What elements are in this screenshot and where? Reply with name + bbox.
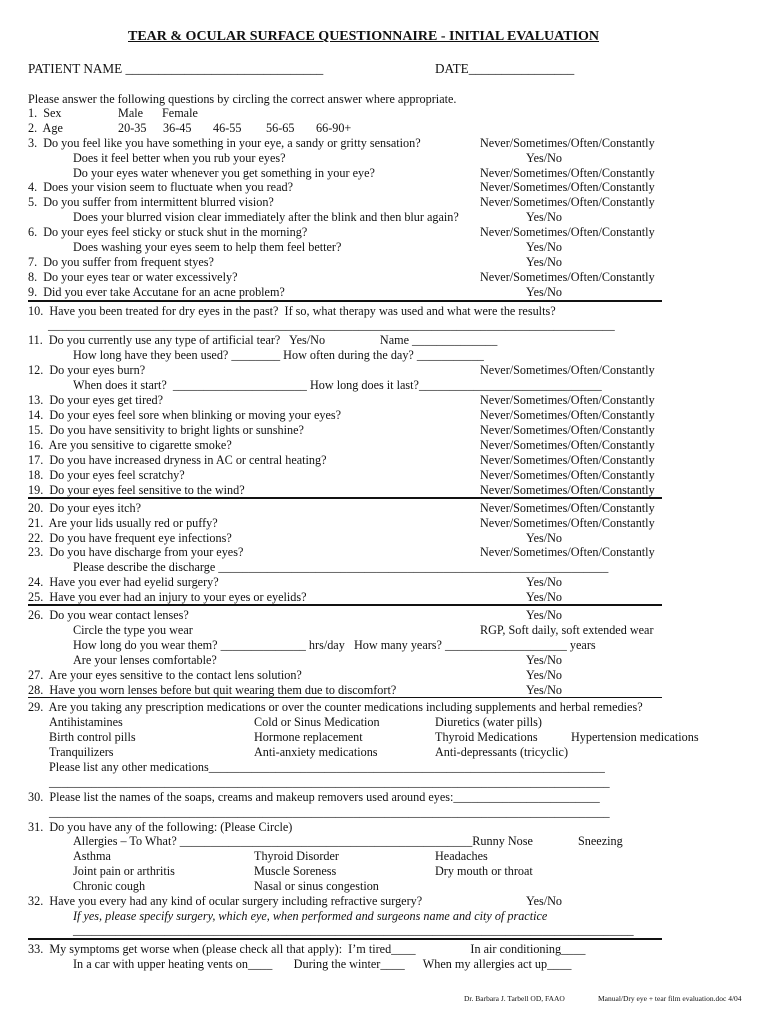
condition-option[interactable]: Nasal or sinus congestion [254, 879, 379, 893]
q18-text: 18. Do your eyes feel scratchy? [28, 468, 185, 482]
q3b-text: Do your eyes water whenever you get something in your eye? [73, 166, 375, 180]
q20-text: 20. Do your eyes itch? [28, 501, 142, 515]
q26a-answer[interactable]: RGP, Soft daily, soft extended wear [480, 623, 654, 637]
condition-option[interactable]: Asthma [73, 849, 111, 863]
other-medications-line[interactable]: ____________________________________________________________________________________________ [49, 775, 610, 789]
q24-answer[interactable]: Yes/No [526, 575, 563, 589]
medication-option[interactable]: Thyroid Medications [435, 730, 538, 744]
section-divider [28, 604, 662, 606]
q17-text: 17. Do you have increased dryness in AC or central heating? [28, 453, 327, 467]
q3-text: 3. Do you feel like you have something in your eye, a sandy or gritty sensation? [28, 136, 421, 150]
patient-name-field[interactable]: PATIENT NAME ______________________________ [28, 61, 324, 76]
q8-text: 8. Do your eyes tear or water excessively? [28, 270, 238, 284]
q6-answer[interactable]: Never/Sometimes/Often/Constantly [480, 225, 655, 239]
q9-answer[interactable]: Yes/No [526, 285, 563, 299]
q15-text: 15. Do you have sensitivity to bright lights or sunshine? [28, 423, 304, 437]
q18-answer[interactable]: Never/Sometimes/Often/Constantly [480, 468, 655, 482]
q30-text[interactable]: 30. Please list the names of the soaps, creams and makeup removers used around eyes:________________________ [28, 790, 600, 804]
q21-answer[interactable]: Never/Sometimes/Often/Constantly [480, 516, 655, 530]
footer-author: Dr. Barbara J. Tarbell OD, FAAO [464, 994, 565, 1003]
medication-option[interactable]: Hormone replacement [254, 730, 363, 744]
medication-option[interactable]: Tranquilizers [49, 745, 114, 759]
q1-label: 1. Sex [28, 106, 62, 120]
instructions: Please answer the following questions by circling the correct answer where appropriate. [28, 92, 457, 106]
q26c-text: Are your lenses comfortable? [73, 653, 217, 667]
q21-text: 21. Are your lids usually red or puffy? [28, 516, 218, 530]
q13-answer[interactable]: Never/Sometimes/Often/Constantly [480, 393, 655, 407]
q3a-answer[interactable]: Yes/No [526, 151, 563, 165]
q11-text: 11. Do you currently use any type of artificial tear? Yes/No Name ______________ [28, 333, 498, 347]
q6a-answer[interactable]: Yes/No [526, 240, 563, 254]
condition-option[interactable]: Sneezing [578, 834, 623, 848]
q3b-answer[interactable]: Never/Sometimes/Often/Constantly [480, 166, 655, 180]
q23a-text: Please describe the discharge ________________________________________________________________ [73, 560, 609, 574]
q2-age-option[interactable]: 66-90+ [316, 121, 352, 135]
q12-answer[interactable]: Never/Sometimes/Often/Constantly [480, 363, 655, 377]
q16-text: 16. Are you sensitive to cigarette smoke? [28, 438, 232, 452]
q32-answer-line[interactable]: ____________________________________________________________________________________________ [73, 923, 634, 937]
q7-answer[interactable]: Yes/No [526, 255, 563, 269]
q22-answer[interactable]: Yes/No [526, 531, 563, 545]
section-divider [28, 497, 662, 499]
q23-text: 23. Do you have discharge from your eyes? [28, 545, 244, 559]
q25-answer[interactable]: Yes/No [526, 590, 563, 604]
q7-text: 7. Do you suffer from frequent styes? [28, 255, 214, 269]
q19-answer[interactable]: Never/Sometimes/Often/Constantly [480, 483, 655, 497]
q33-text[interactable]: 33. My symptoms get worse when (please check all that apply): I’m tired____ In air conditioning____ [28, 942, 586, 956]
q26-answer[interactable]: Yes/No [526, 608, 563, 622]
q13-text: 13. Do your eyes get tired? [28, 393, 164, 407]
q27-text: 27. Are your eyes sensitive to the contact lens solution? [28, 668, 302, 682]
q32-text: 32. Have you every had any kind of ocular surgery including refractive surgery? [28, 894, 423, 908]
condition-option[interactable]: Muscle Soreness [254, 864, 337, 878]
medication-option[interactable]: Hypertension medications [571, 730, 699, 744]
q16-answer[interactable]: Never/Sometimes/Often/Constantly [480, 438, 655, 452]
q8-answer[interactable]: Never/Sometimes/Often/Constantly [480, 270, 655, 284]
q2-label: 2. Age [28, 121, 63, 135]
q3-answer[interactable]: Never/Sometimes/Often/Constantly [480, 136, 655, 150]
condition-option[interactable]: Headaches [435, 849, 488, 863]
q26a-text: Circle the type you wear [73, 623, 193, 637]
q19-text: 19. Do your eyes feel sensitive to the wind? [28, 483, 245, 497]
q31-text: 31. Do you have any of the following: (Please Circle) [28, 820, 293, 834]
q17-answer[interactable]: Never/Sometimes/Often/Constantly [480, 453, 655, 467]
q10-answer-line[interactable]: _____________________________________________________________________________________________ [48, 318, 615, 332]
q2-age-option[interactable]: 36-45 [163, 121, 192, 135]
q4-text: 4. Does your vision seem to fluctuate when you read? [28, 180, 294, 194]
medication-option[interactable]: Antihistamines [49, 715, 123, 729]
q1-male-option[interactable]: Male [118, 106, 144, 120]
q3a-text: Does it feel better when you rub your eyes? [73, 151, 286, 165]
q26b-text: How long do you wear them? ______________ hrs/day How many years? ____________________ years [73, 638, 596, 652]
q4-answer[interactable]: Never/Sometimes/Often/Constantly [480, 180, 655, 194]
q30-answer-line[interactable]: ____________________________________________________________________________________________ [49, 805, 610, 819]
q6a-text: Does washing your eyes seem to help them feel better? [73, 240, 342, 254]
condition-option[interactable]: Joint pain or arthritis [73, 864, 175, 878]
q33a-text[interactable]: In a car with upper heating vents on____ During the winter____ When my allergies act up____ [73, 957, 572, 971]
q11a-text: How long have they been used? ________ How often during the day? ___________ [73, 348, 484, 362]
q32-answer[interactable]: Yes/No [526, 894, 563, 908]
q28-answer[interactable]: Yes/No [526, 683, 563, 697]
q2-age-option[interactable]: 46-55 [213, 121, 242, 135]
q9-text: 9. Did you ever take Accutane for an acne problem? [28, 285, 285, 299]
section-divider [28, 938, 662, 940]
other-medications-field[interactable]: Please list any other medications_________________________________________________________________ [49, 760, 605, 774]
medication-option[interactable]: Birth control pills [49, 730, 136, 744]
q24-text: 24. Have you ever had eyelid surgery? [28, 575, 219, 589]
q32-note: If yes, please specify surgery, which eye, when performed and surgeons name and city of practice [73, 909, 548, 923]
q5a-answer[interactable]: Yes/No [526, 210, 563, 224]
page-title: TEAR & OCULAR SURFACE QUESTIONNAIRE - INITIAL EVALUATION [128, 29, 600, 44]
q20-answer[interactable]: Never/Sometimes/Often/Constantly [480, 501, 655, 515]
condition-option[interactable]: Dry mouth or throat [435, 864, 533, 878]
q5-text: 5. Do you suffer from intermittent blurred vision? [28, 195, 274, 209]
q22-text: 22. Do you have frequent eye infections? [28, 531, 232, 545]
medication-option[interactable]: Diuretics (water pills) [435, 715, 542, 729]
q27-answer[interactable]: Yes/No [526, 668, 563, 682]
q23-answer[interactable]: Never/Sometimes/Often/Constantly [480, 545, 655, 559]
q12-text: 12. Do your eyes burn? [28, 363, 146, 377]
q1-female-option[interactable]: Female [162, 106, 198, 120]
condition-option[interactable]: Thyroid Disorder [254, 849, 339, 863]
footer-file: Manual/Dry eye + tear film evaluation.doc 4/04 [598, 994, 742, 1003]
q29-text: 29. Are you taking any prescription medications or over the counter medications including supplements and herbal remedies? [28, 700, 643, 714]
q5-answer[interactable]: Never/Sometimes/Often/Constantly [480, 195, 655, 209]
section-divider [28, 300, 662, 302]
q14-text: 14. Do your eyes feel sore when blinking or moving your eyes? [28, 408, 342, 422]
q6-text: 6. Do your eyes feel sticky or stuck shut in the morning? [28, 225, 308, 239]
q2-age-option[interactable]: 56-65 [266, 121, 295, 135]
q26-text: 26. Do you wear contact lenses? [28, 608, 189, 622]
date-field[interactable]: DATE________________ [435, 61, 575, 76]
section-divider [28, 697, 662, 698]
q10-text: 10. Have you been treated for dry eyes in the past? If so, what therapy was used and what were the results? [28, 304, 556, 318]
q14-answer[interactable]: Never/Sometimes/Often/Constantly [480, 408, 655, 422]
medication-option[interactable]: Anti-depressants (tricyclic) [435, 745, 568, 759]
q25-text: 25. Have you ever had an injury to your eyes or eyelids? [28, 590, 307, 604]
medication-option[interactable]: Cold or Sinus Medication [254, 715, 380, 729]
q12a-text: When does it start? ______________________ How long does it last?______________________________ [73, 378, 602, 392]
allergies-field[interactable]: Allergies – To What? ________________________________________________Runny Nose [73, 834, 533, 848]
q26c-answer[interactable]: Yes/No [526, 653, 563, 667]
condition-option[interactable]: Chronic cough [73, 879, 146, 893]
q5a-text: Does your blurred vision clear immediately after the blink and then blur again? [73, 210, 459, 224]
q28-text: 28. Have you worn lenses before but quit wearing them due to discomfort? [28, 683, 397, 697]
q15-answer[interactable]: Never/Sometimes/Often/Constantly [480, 423, 655, 437]
q2-age-option[interactable]: 20-35 [118, 121, 147, 135]
medication-option[interactable]: Anti-anxiety medications [254, 745, 378, 759]
